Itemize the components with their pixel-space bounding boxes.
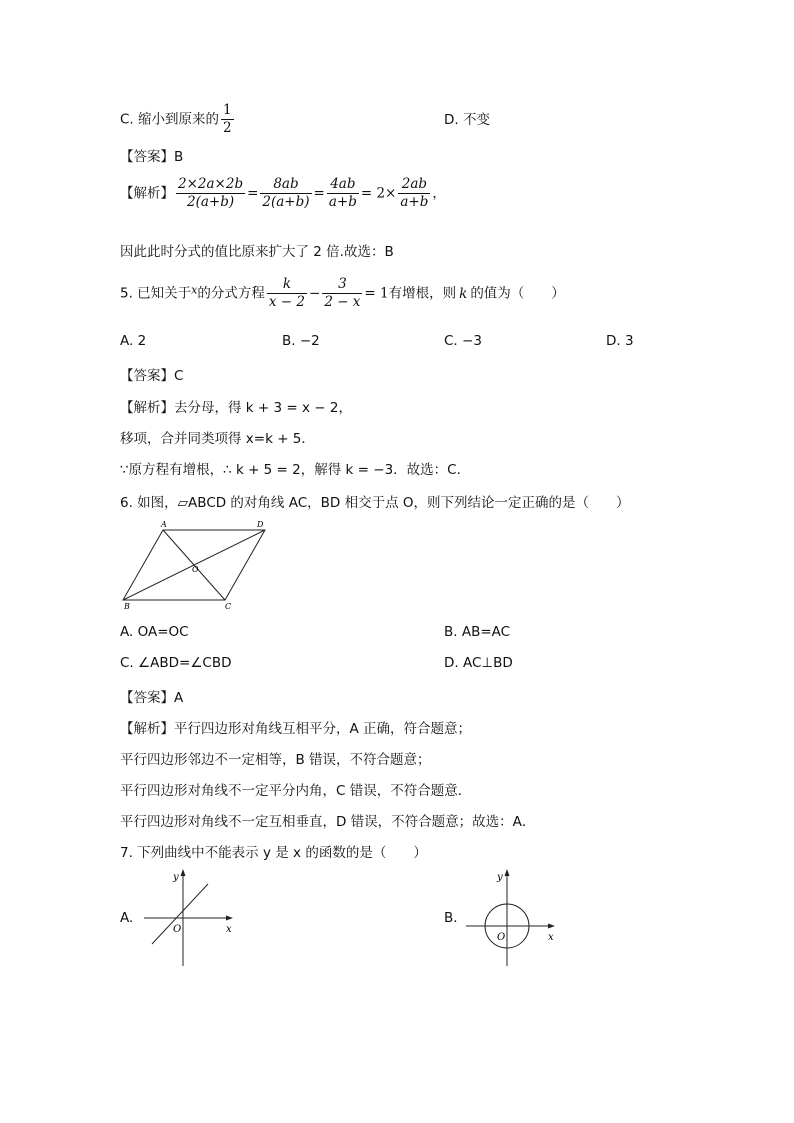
origin-label: O — [497, 932, 506, 943]
q4-analysis-formula — [120, 176, 446, 211]
parallelogram-diagram — [115, 517, 275, 612]
fraction-numerator: 4ab — [327, 176, 359, 194]
q6-option-d: D. AC⊥BD — [444, 655, 513, 671]
axis-x-label: x — [226, 924, 232, 935]
q5-analysis-line-1: 【解析】去分母，得 k + 3 = x − 2， — [120, 400, 352, 416]
comma: ， — [432, 185, 446, 202]
formula-fraction-4 — [398, 176, 430, 211]
label-o: O — [192, 565, 199, 574]
fraction-denominator: x − 2 — [268, 294, 305, 310]
fraction-numerator: 2×2a×2b — [178, 176, 244, 192]
q5-stem-part: 的值为（ ） — [470, 285, 565, 302]
equals-sign: = — [313, 185, 325, 202]
q7-stem: 7. 下列曲线中不能表示 y 是 x 的函数的是（ ） — [120, 845, 427, 861]
q6-option-a: A. OA=OC — [120, 624, 189, 640]
equation-rhs: = 1 — [364, 285, 389, 302]
analysis-label: 【解析】 — [120, 185, 174, 202]
q5-stem-part: 5. 已知关于 — [120, 285, 192, 302]
q6-analysis-line-2: 平行四边形邻边不一定相等，B 错误，不符合题意； — [120, 752, 431, 768]
fraction-denominator: 2(a+b) — [186, 194, 235, 210]
fraction-numerator: k — [267, 276, 307, 294]
q6-analysis-line-4: 平行四边形对角线不一定互相垂直，D 错误，不符合题意；故选：A． — [120, 814, 536, 830]
axis-y-label: y — [173, 872, 179, 883]
x-axis-arrow — [548, 924, 555, 929]
label-b: B — [124, 602, 130, 611]
q5-option-b: B. −2 — [282, 333, 320, 349]
q6-option-b: B. AB=AC — [444, 624, 511, 640]
q4-option-c-fraction — [221, 102, 234, 137]
q5-stem-part: 的分式方程 — [197, 285, 265, 302]
q5-analysis-line-2: 移项，合并同类项得 x=k + 5． — [120, 431, 315, 447]
equals-sign: = — [247, 185, 259, 202]
q5-option-c: C. −3 — [444, 333, 482, 349]
q5-fraction-1 — [267, 276, 307, 311]
q6-analysis-line-3: 平行四边形对角线不一定平分内角，C 错误，不符合题意． — [120, 783, 472, 799]
q4-option-c-text: C. 缩小到原来的 — [120, 111, 220, 128]
q6-option-c: C. ∠ABD=∠CBD — [120, 655, 232, 671]
q6-stem: 6. 如图，▱ABCD 的对角线 AC，BD 相交于点 O，则下列结论一定正确的是（ ） — [120, 495, 630, 511]
q5-stem — [120, 276, 565, 311]
q5-fraction-2 — [322, 276, 362, 311]
fraction-denominator: 2 — [223, 120, 232, 136]
variable-x: x — [191, 283, 198, 297]
fraction-denominator: 2 − x — [324, 294, 361, 310]
straight-line-curve — [152, 884, 208, 944]
q4-option-d: D. 不变 — [444, 112, 490, 128]
q5-stem-part: 有增根，则 — [388, 285, 457, 302]
variable-k: k — [459, 285, 468, 302]
q5-option-d: D. 3 — [606, 333, 634, 349]
q6-analysis-line-1: 【解析】平行四边形对角线互相平分，A 正确，符合题意； — [120, 721, 472, 737]
formula-fraction-2 — [260, 176, 311, 211]
label-c: C — [225, 602, 232, 611]
q7-graph-a-line — [140, 866, 240, 970]
fraction-denominator: 2(a+b) — [262, 194, 310, 210]
axis-x-label: x — [548, 932, 554, 943]
y-axis-arrow — [181, 869, 186, 876]
q5-analysis-line-3: ∵原方程有增根，∴ k + 5 = 2，解得 k = −3．故选：C． — [120, 462, 471, 478]
q5-option-a: A. 2 — [120, 333, 147, 349]
fraction-numerator: 8ab — [260, 176, 311, 194]
y-axis-arrow — [505, 869, 510, 876]
formula-fraction-1 — [176, 176, 245, 211]
origin-label: O — [173, 924, 182, 935]
fraction-denominator: a+b — [400, 194, 429, 210]
label-d: D — [257, 520, 264, 529]
q7-graph-b-circle — [462, 866, 562, 970]
x-axis-arrow — [226, 916, 233, 921]
q4-option-c — [120, 102, 236, 137]
fraction-numerator: 2ab — [398, 176, 430, 194]
axis-y-label: y — [497, 872, 503, 883]
minus-sign: − — [309, 285, 321, 302]
coefficient: = 2× — [360, 185, 397, 202]
q7-option-a-label: A. — [120, 910, 134, 926]
label-a: A — [161, 520, 167, 529]
fraction-numerator: 1 — [223, 102, 232, 118]
q4-conclusion: 因此此时分式的值比原来扩大了 2 倍.故选：B — [120, 244, 394, 260]
fraction-denominator: a+b — [328, 194, 357, 210]
q7-option-b-label: B. — [444, 910, 458, 926]
q4-answer: 【答案】B — [120, 149, 184, 165]
fraction-numerator: 3 — [322, 276, 362, 294]
q5-answer: 【答案】C — [120, 368, 184, 384]
formula-fraction-3 — [327, 176, 359, 211]
q6-answer: 【答案】A — [120, 690, 184, 706]
